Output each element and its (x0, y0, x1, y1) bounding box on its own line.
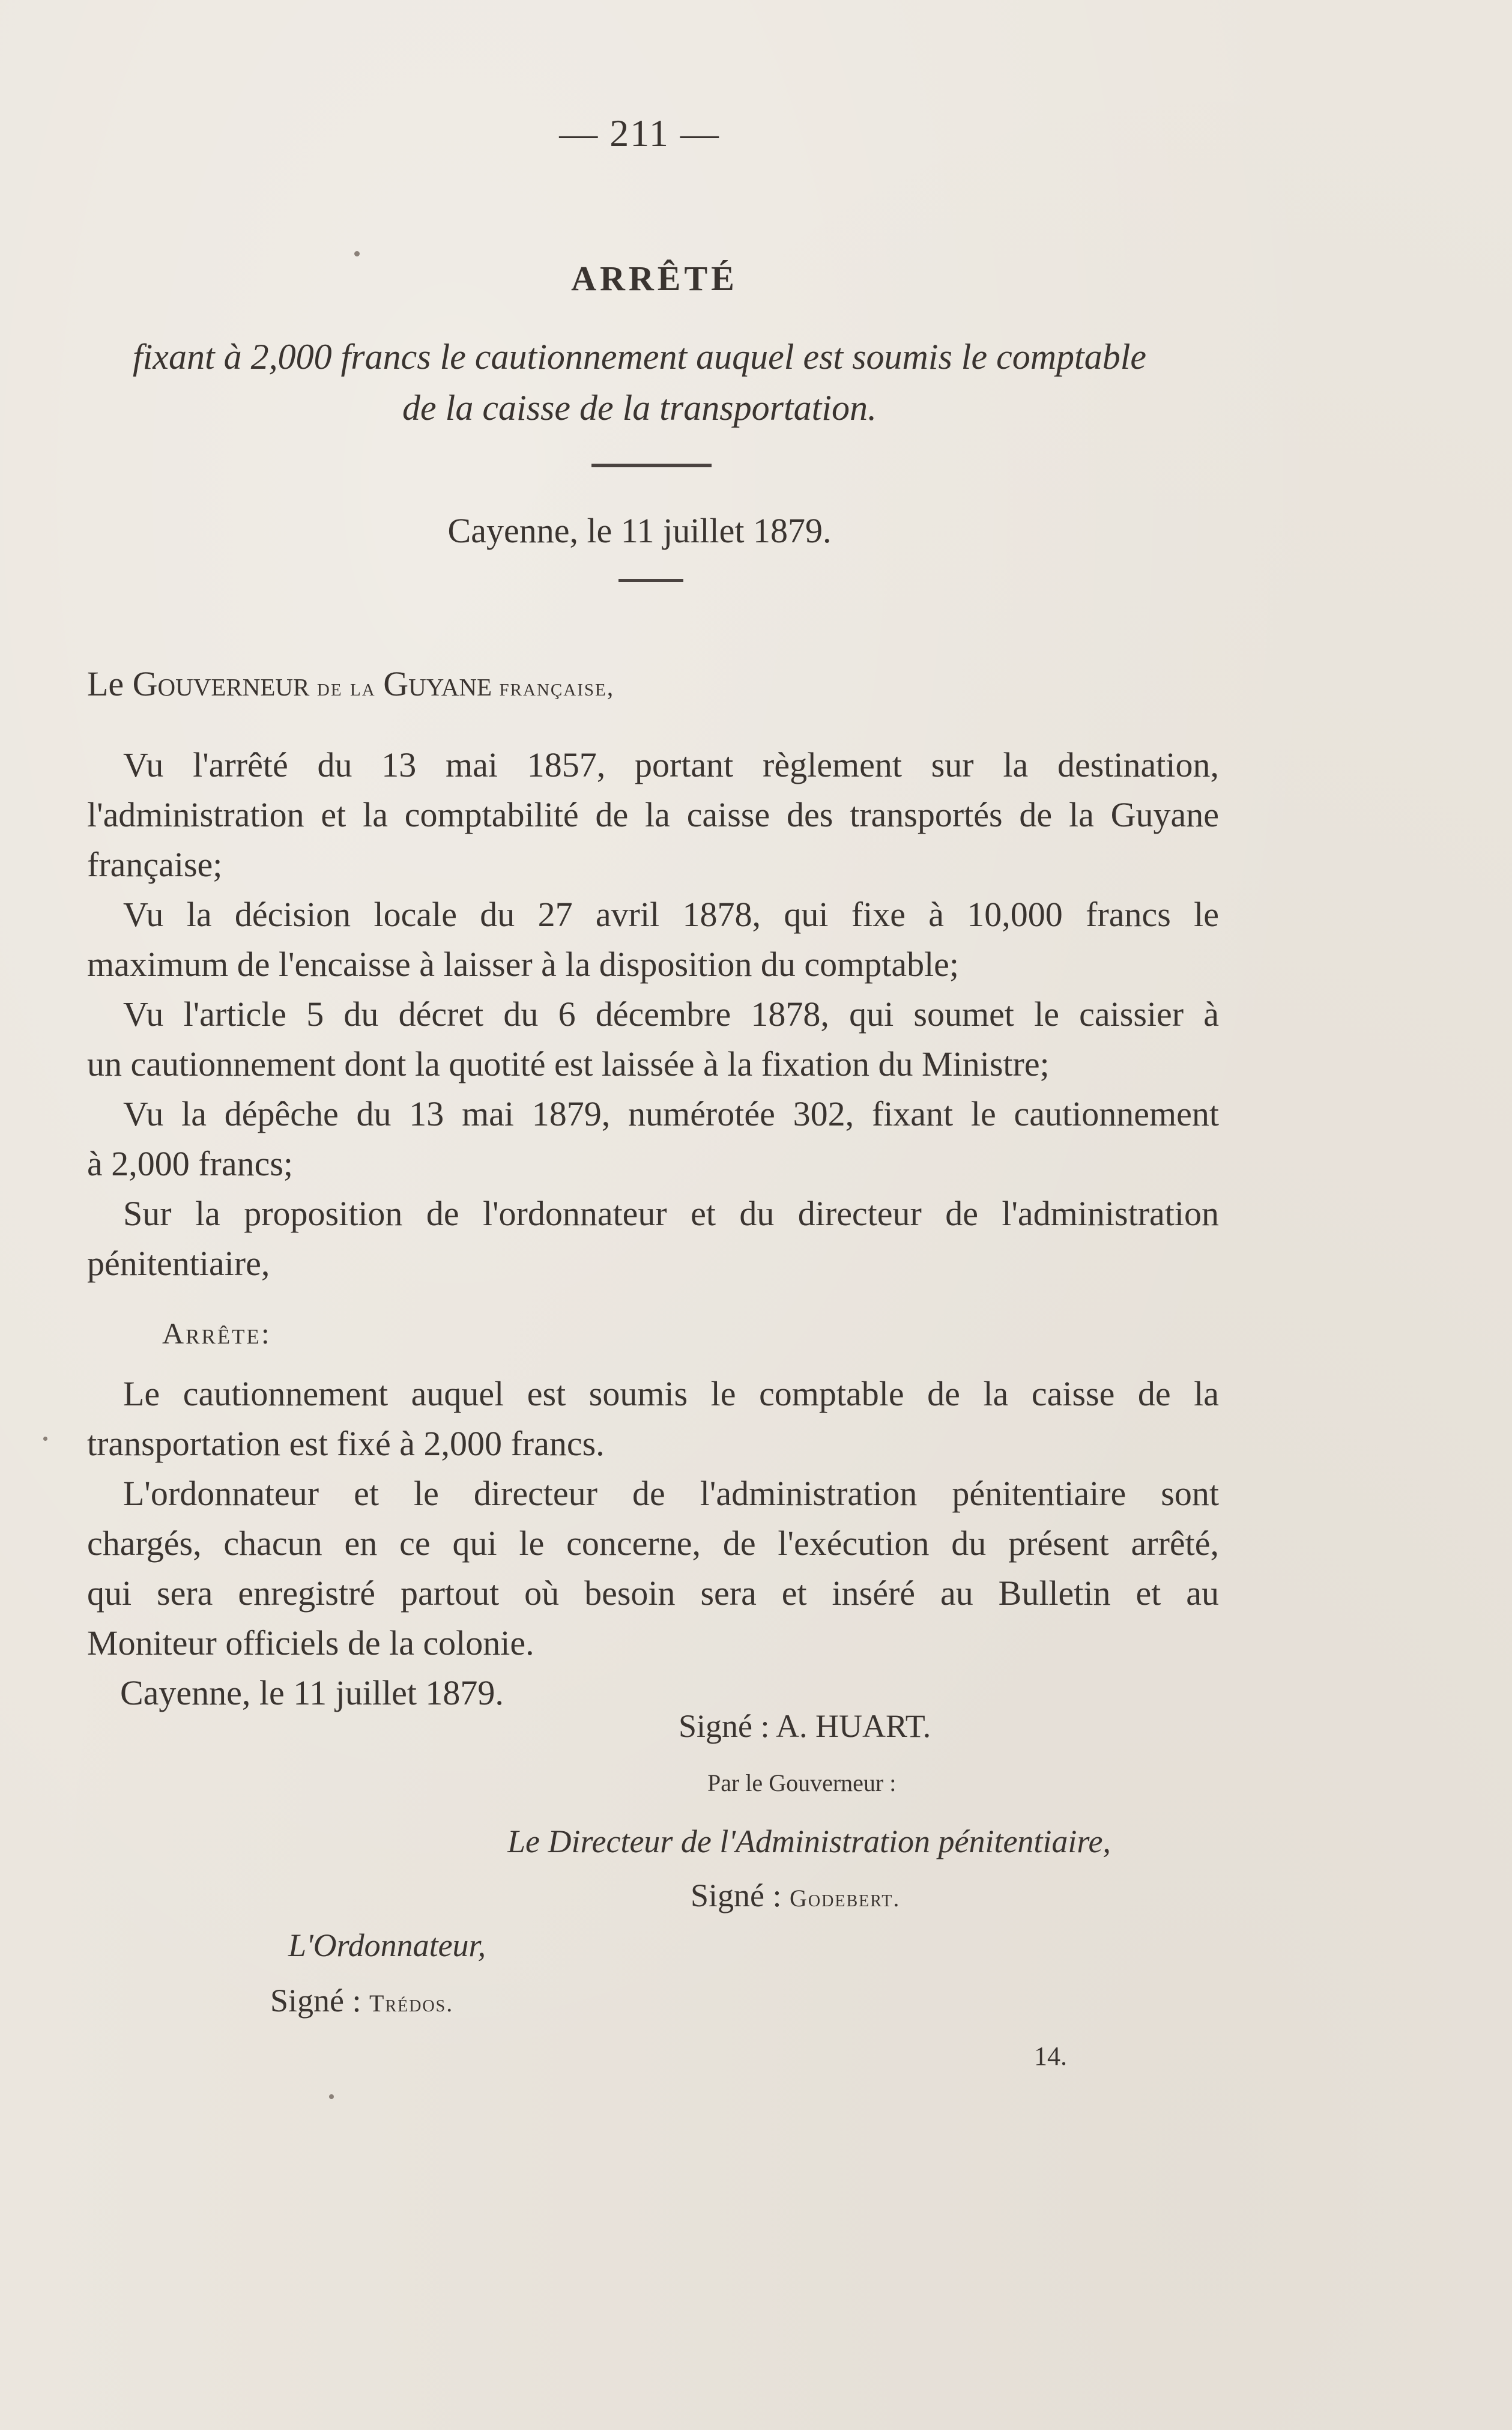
body-line-4: Vu la décision locale du 27 avril 1878, qui fixe à 10,000 francs le (123, 895, 1219, 934)
director-signature (691, 1877, 900, 1914)
body-line-5: maximum de l'encaisse à laisser à la disposition du comptable; (87, 945, 960, 984)
governor-title: Gouverneur (132, 664, 310, 703)
document-subtitle-line2: de la caisse de la transportation. (402, 388, 877, 428)
arrete-label: Arrête: (162, 1317, 271, 1350)
decision-line-2: transportation est fixé à 2,000 francs. (87, 1424, 605, 1463)
ordonnateur-title: L'Ordonnateur, (288, 1927, 486, 1963)
director-signed: Signé : (691, 1877, 790, 1913)
signature-mark: 14. (1034, 2041, 1067, 2071)
speck (329, 2094, 334, 2099)
body-line-2: l'administration et la comptabilité de la caisse des transportés de la Guyane (87, 795, 1219, 834)
decision-line-5: qui sera enregistré partout où besoin sera et inséré au Bulletin et au (87, 1574, 1219, 1613)
page-number: — 211 — (559, 112, 720, 154)
governor-le: Le (87, 664, 133, 703)
director-title: Le Directeur de l'Administration pénitentiaire, (507, 1823, 1111, 1859)
governor-line (87, 664, 615, 703)
decision-line-4: chargés, chacun en ce qui le concerne, de l'exécution du présent arrêté, (87, 1524, 1219, 1563)
decision-line-1: Le cautionnement auquel est soumis le comptable de la caisse de la (123, 1374, 1219, 1413)
director-name: Godebert. (790, 1885, 901, 1912)
body-line-3: française; (87, 845, 223, 884)
document-subtitle-line1: fixant à 2,000 francs le cautionnement auquel est soumis le comptable (132, 337, 1147, 377)
body-line-6: Vu l'article 5 du décret du 6 décembre 1878, qui soumet le caissier à (123, 995, 1219, 1034)
governor-guyane: Guyane (383, 664, 492, 703)
par-le-gouverneur: Par le Gouverneur : (707, 1769, 897, 1796)
body-line-11: pénitentiaire, (87, 1244, 270, 1283)
decision-line-3: L'ordonnateur et le directeur de l'administration pénitentiaire sont (123, 1474, 1219, 1513)
ordonnateur-name: Trédos. (369, 1990, 454, 2017)
speck (43, 1437, 47, 1441)
decision-line-6: Moniteur officiels de la colonie. (87, 1623, 534, 1662)
body-line-10: Sur la proposition de l'ordonnateur et du directeur de l'administration (123, 1194, 1219, 1233)
governor-de-la: de la (309, 674, 384, 701)
ordonnateur-signature (270, 1982, 453, 2019)
governor-signature: Signé : A. HUART. (679, 1708, 931, 1744)
document-title: ARRÊTÉ (571, 259, 738, 298)
place-date: Cayenne, le 11 juillet 1879. (447, 511, 832, 550)
title-rule (591, 464, 712, 467)
closing-date: Cayenne, le 11 juillet 1879. (120, 1673, 504, 1712)
governor-francaise: française, (492, 674, 615, 701)
speck (354, 251, 360, 256)
ordonnateur-signed: Signé : (270, 1983, 370, 2019)
body-line-7: un cautionnement dont la quotité est laissée à la fixation du Ministre; (87, 1044, 1050, 1083)
body-line-1: Vu l'arrêté du 13 mai 1857, portant règlement sur la destination, (123, 745, 1219, 784)
date-rule (618, 579, 683, 582)
body-line-9: à 2,000 francs; (87, 1144, 294, 1183)
body-line-8: Vu la dépêche du 13 mai 1879, numérotée 302, fixant le cautionnement (123, 1094, 1219, 1133)
